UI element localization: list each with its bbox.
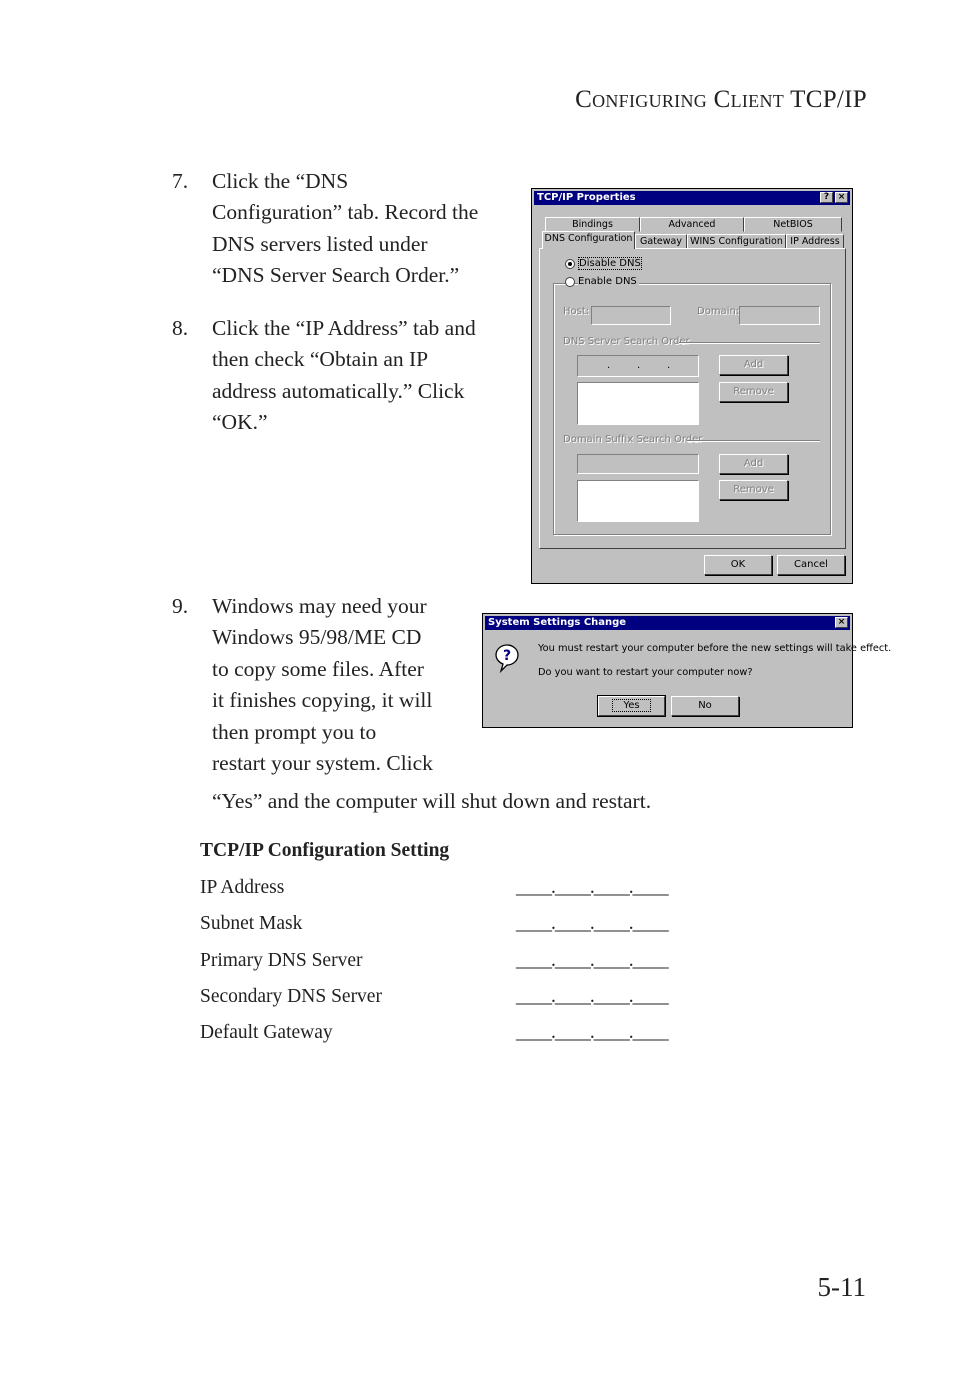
cancel-button[interactable]: Cancel [777, 555, 845, 575]
yes-label: Yes [613, 700, 649, 711]
config-label: Secondary DNS Server [200, 986, 382, 1007]
close-icon[interactable]: × [835, 617, 848, 628]
tcpip-properties-dialog [531, 188, 853, 584]
enable-dns-label[interactable]: Enable DNS [578, 276, 637, 287]
step-line: it finishes copying, it will [212, 688, 433, 713]
tab-gateway[interactable]: Gateway [635, 234, 687, 249]
config-row [200, 986, 706, 1008]
step-9-continuation: “Yes” and the computer will shut down and restart. [212, 789, 652, 813]
config-label: Default Gateway [200, 1022, 333, 1043]
domain-label: Domain: [697, 306, 740, 317]
tab-bindings[interactable]: Bindings [545, 217, 640, 232]
step-line: Click the “DNS [212, 169, 349, 193]
tab-wins-configuration[interactable]: WINS Configuration [687, 234, 786, 249]
step-line: then prompt you to [212, 719, 377, 744]
step-number: 8. [172, 316, 189, 340]
config-row [200, 1022, 706, 1044]
step-line: Windows may need your [212, 594, 427, 618]
add-dns-button[interactable]: Add [719, 355, 788, 375]
remove-dns-button[interactable]: Remove [719, 382, 788, 402]
dns-search-order-label: DNS Server Search Order [563, 336, 690, 347]
restart-question: Do you want to restart your computer now? [538, 667, 753, 678]
title-bar [534, 191, 850, 205]
config-blank: ____.____.____.____ [516, 1022, 668, 1043]
config-label: Subnet Mask [200, 913, 303, 934]
enable-dns-radio[interactable] [565, 277, 575, 287]
step-line: “DNS Server Search Order.” [212, 263, 460, 288]
step-line: Configuration” tab. Record the [212, 200, 479, 225]
disable-dns-radio[interactable] [565, 259, 575, 269]
add-suffix-button[interactable]: Add [719, 454, 788, 474]
dialog-title: TCP/IP Properties [537, 192, 636, 203]
tab-ip-address[interactable]: IP Address [786, 234, 844, 249]
title-bar [485, 616, 850, 630]
yes-button[interactable] [598, 696, 665, 716]
config-blank: ____.____.____.____ [516, 986, 668, 1007]
question-glyph: ? [502, 648, 512, 664]
close-icon[interactable]: × [835, 192, 848, 203]
domain-suffix-input[interactable] [577, 454, 699, 474]
config-section-title: TCP/IP Configuration Setting [200, 840, 450, 861]
dialog-title: System Settings Change [488, 617, 627, 628]
step-line: to copy some files. After [212, 656, 424, 681]
system-settings-change-dialog [482, 613, 892, 728]
step-number: 7. [172, 169, 189, 193]
step-line: then check “Obtain an IP [212, 347, 429, 372]
config-label: Primary DNS Server [200, 950, 363, 971]
restart-message: You must restart your computer before the new settings will take effect. [538, 643, 892, 654]
config-row [200, 950, 706, 972]
dns-server-list[interactable] [577, 382, 699, 425]
step-line: DNS servers listed under [212, 231, 428, 256]
step-line: address automatically.” Click [212, 378, 465, 403]
domain-suffix-list[interactable] [577, 480, 699, 522]
page-number: 5-11 [817, 1272, 866, 1302]
question-icon [493, 643, 521, 667]
no-button[interactable]: No [671, 696, 739, 716]
host-input[interactable] [591, 306, 671, 325]
running-head: Configuring Client TCP/IP [575, 86, 867, 113]
config-row [200, 913, 706, 935]
help-icon[interactable]: ? [820, 192, 833, 203]
config-blank: ____.____.____.____ [516, 877, 668, 898]
step-line: Click the “IP Address” tab and [212, 316, 476, 340]
config-blank: ____.____.____.____ [516, 950, 668, 971]
config-row [200, 877, 706, 899]
step-line: Windows 95/98/ME CD [212, 625, 422, 650]
tab-netbios[interactable]: NetBIOS [744, 217, 842, 232]
tab-advanced[interactable]: Advanced [640, 217, 744, 232]
domain-suffix-order-label: Domain Suffix Search Order [563, 434, 703, 445]
config-blank: ____.____.____.____ [516, 913, 668, 934]
host-label: Host: [563, 306, 590, 317]
step-number: 9. [172, 594, 189, 618]
divider [679, 342, 820, 344]
step-line: “OK.” [212, 410, 268, 435]
domain-input[interactable] [739, 306, 820, 325]
remove-suffix-button[interactable]: Remove [719, 480, 788, 500]
tab-dns-configuration[interactable]: DNS Configuration [542, 231, 635, 249]
step-line: restart your system. Click [212, 751, 433, 776]
disable-dns-label[interactable]: Disable DNS [579, 258, 641, 269]
divider [687, 440, 820, 442]
ok-button[interactable]: OK [704, 555, 772, 575]
config-label: IP Address [200, 877, 285, 898]
dns-server-ip-input[interactable]: . . . [577, 355, 699, 377]
